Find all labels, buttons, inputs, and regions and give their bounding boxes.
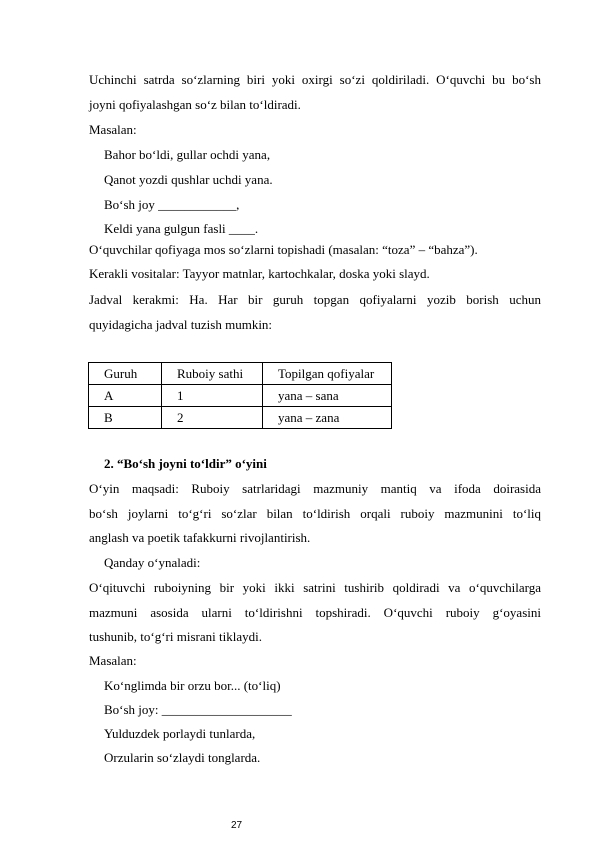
paragraph-line: quyidagicha jadval tuzish mumkin: [89, 317, 273, 332]
poem-line: Ko‘nglimda bir orzu bor... (to‘liq) [104, 678, 281, 693]
section-heading: 2. “Bo‘sh joyni to‘ldir” o‘yini [104, 456, 267, 471]
table-cell: B [89, 407, 162, 429]
poem-line: Bo‘sh joy: ____________________ [104, 702, 292, 717]
table-header-cell: Guruh [89, 363, 162, 385]
poem-line: Qanot yozdi qushlar uchdi yana. [104, 172, 273, 187]
poem-line: Bo‘sh joy ____________, [104, 197, 240, 212]
paragraph-line: Jadval kerakmi: Ha. Har bir guruh topgan qofiyalarni yozib borish uchun [89, 292, 541, 307]
paragraph-line: anglash va poetik tafakkurni rivojlantirish. [89, 530, 311, 545]
table-cell: 1 [162, 385, 263, 407]
table-cell: yana – sana [263, 385, 392, 407]
table-cell: 2 [162, 407, 263, 429]
example-label: Masalan: [89, 653, 137, 668]
poem-line: Keldi yana gulgun fasli ____. [104, 221, 259, 236]
paragraph-line: bo‘sh joylarni to‘g‘ri so‘zlar bilan to‘ldirish orqali ruboiy mazmunini to‘liq [89, 506, 541, 521]
rhyme-table [88, 362, 392, 429]
example-label: Masalan: [89, 122, 137, 137]
paragraph-line: joyni qofiyalashgan so‘z bilan to‘ldiradi. [89, 97, 301, 112]
table-header-cell: Ruboiy sathi [162, 363, 263, 385]
poem-line: Bahor bo‘ldi, gullar ochdi yana, [104, 147, 271, 162]
page-number: 27 [230, 820, 243, 831]
paragraph-line: O‘quvchilar qofiyaga mos so‘zlarni topishadi (masalan: “toza” – “bahza”). [89, 242, 478, 257]
paragraph-line: O‘qituvchi ruboiyning bir yoki ikki satrini tushirib qoldiradi va o‘quvchilarga [89, 580, 541, 595]
table-cell: A [89, 385, 162, 407]
table-header-row [89, 363, 392, 385]
page-number-container [0, 820, 595, 831]
poem-line: Yulduzdek porlaydi tunlarda, [104, 726, 256, 741]
paragraph-line: O‘yin maqsadi: Ruboiy satrlaridagi mazmuniy mantiq va ifoda doirasida [89, 481, 541, 496]
subheading: Qanday o‘ynaladi: [104, 555, 201, 570]
paragraph-line: Kerakli vositalar: Tayyor matnlar, kartochkalar, doska yoki slayd. [89, 266, 430, 281]
table-header-cell: Topilgan qofiyalar [263, 363, 392, 385]
poem-line: Orzularin so‘zlaydi tonglarda. [104, 750, 261, 765]
paragraph-line: tushunib, to‘g‘ri misrani tiklaydi. [89, 629, 262, 644]
table-row [89, 407, 392, 429]
table-cell: yana – zana [263, 407, 392, 429]
table-row [89, 385, 392, 407]
paragraph-line: Uchinchi satrda so‘zlarning biri yoki oxirgi so‘zi qoldiriladi. O‘quvchi bu bo‘sh [89, 72, 541, 87]
paragraph-line: mazmuni asosida ularni to‘ldirishni topshiradi. O‘quvchi ruboiy g‘oyasini [89, 605, 541, 620]
